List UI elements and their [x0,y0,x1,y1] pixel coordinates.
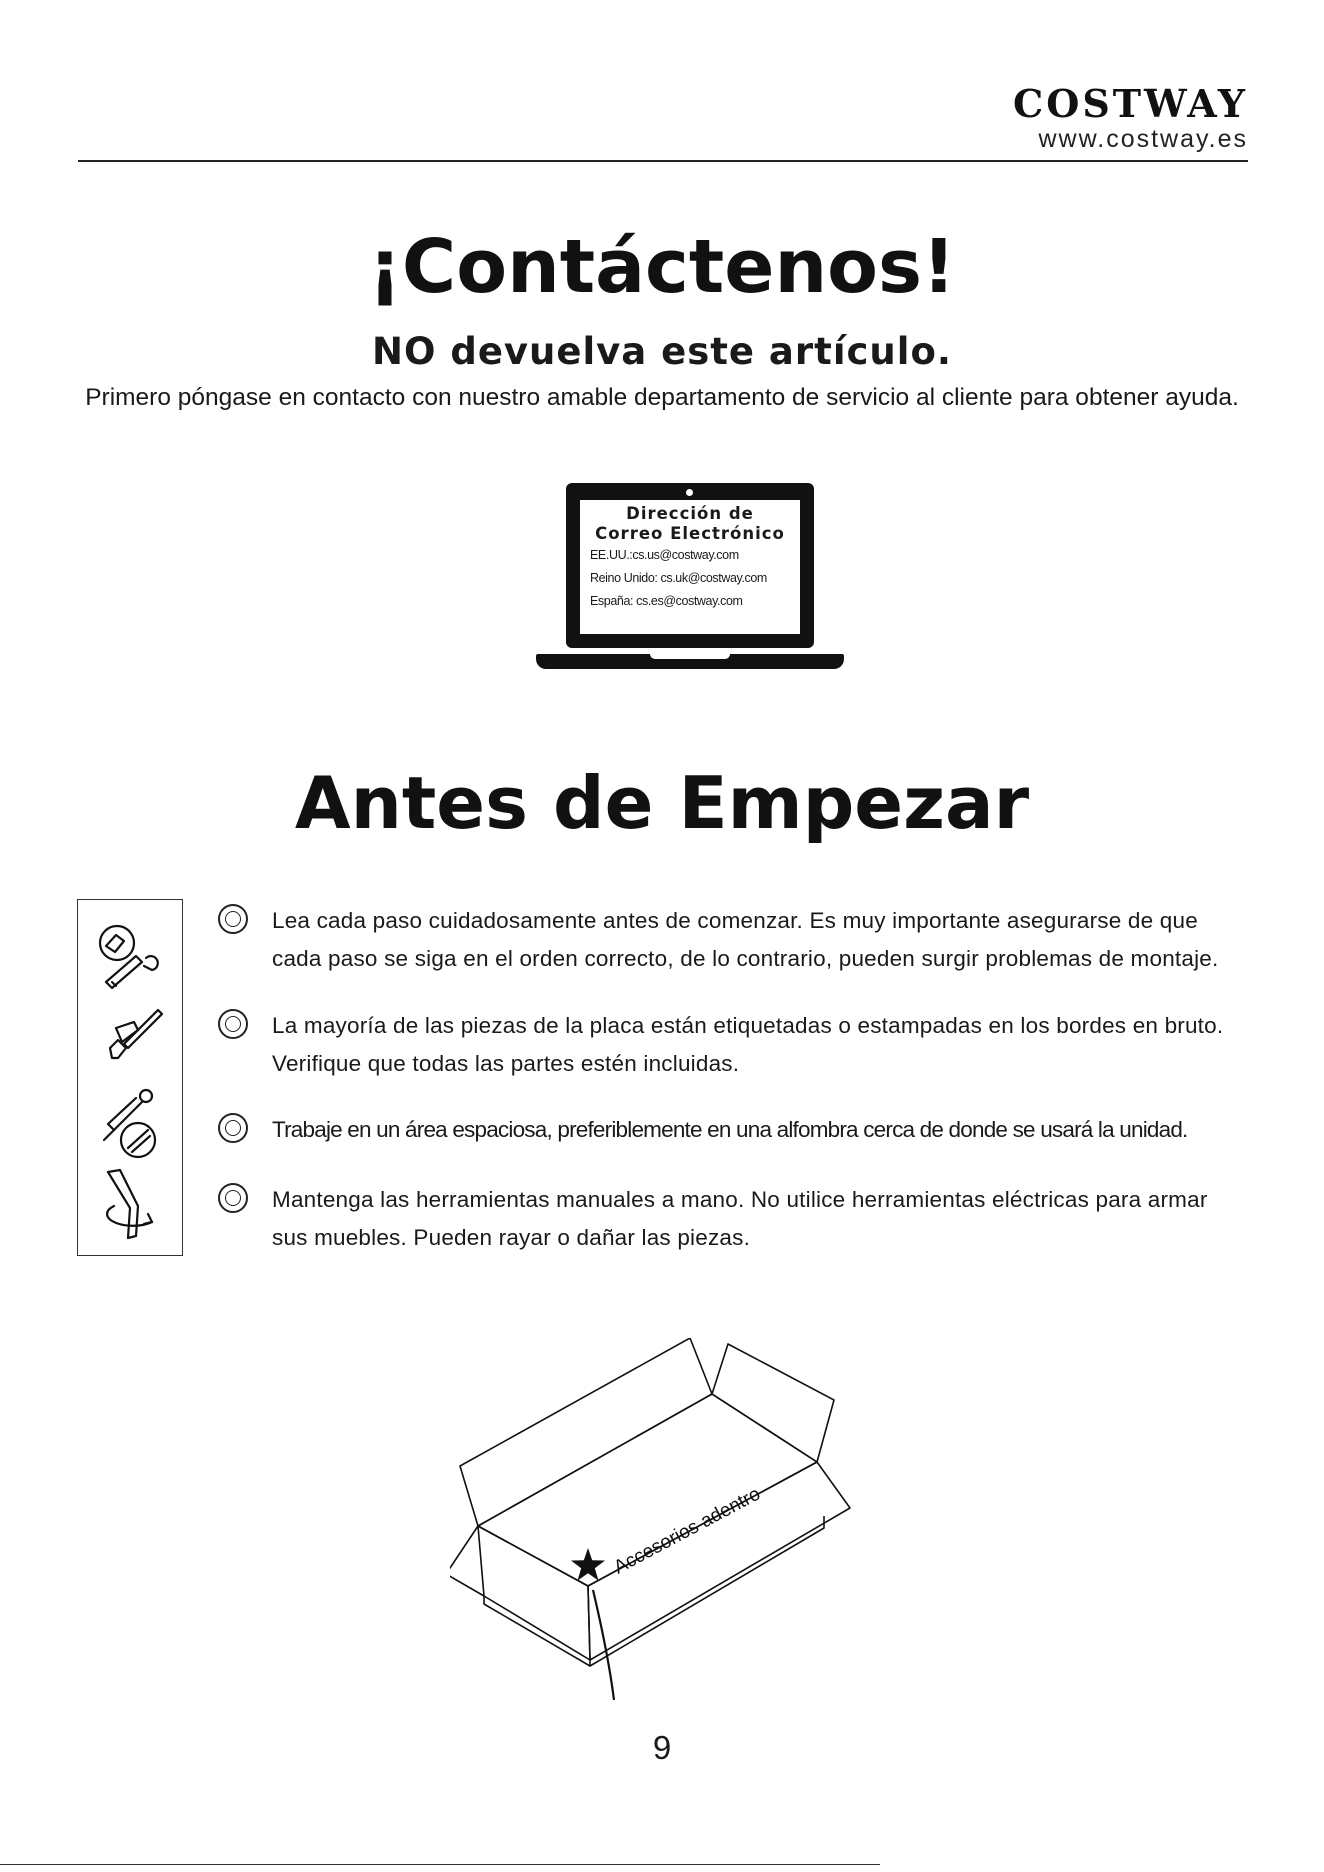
tools-panel [77,899,183,1256]
page-number: 9 [652,1729,672,1766]
brand-block [1012,81,1248,154]
star-icon [571,1548,605,1581]
instruction-line: Trabaje en un área espaciosa, preferiblemente en una alfombra cerca de donde se usará la unidad. [272,1117,1188,1142]
before-title: Antes de Empezar [294,761,1030,845]
email-heading [580,504,800,544]
instruction-line: La mayoría de las piezas de la placa están etiquetadas o estampadas en los bordes en bruto. [272,1013,1224,1038]
instruction-text [272,1007,1282,1083]
brand-logo: COSTWAY [1012,81,1248,126]
footer-divider [0,1864,880,1865]
hammer-icon [90,1002,172,1084]
contact-title: ¡Contáctenos! [368,224,956,310]
hex-key-icon [90,1166,172,1248]
laptop-camera [686,489,693,496]
email-heading-line2: Correo Electrónico [595,524,785,543]
instruction-line: sus muebles. Pueden rayar o dañar las piezas. [272,1225,751,1250]
instruction-line: Mantenga las herramientas manuales a mano. No utilice herramientas eléctricas para armar [272,1187,1208,1212]
bullet-icon [218,1183,248,1213]
brand-url: www.costway.es [1038,125,1248,153]
contact-intro: Primero póngase en contacto con nuestro amable departamento de servicio al cliente para obtener ayuda. [85,384,1239,411]
screwdriver-icon [90,1086,172,1168]
email-heading-line1: Dirección de [626,504,754,523]
instruction-text [272,1181,1282,1257]
instruction-line: Lea cada paso cuidadosamente antes de comenzar. Es muy importante asegurarse de que [272,908,1198,933]
email-us: EE.UU.:cs.us@costway.com [590,548,739,562]
instruction-line: Verifique que todas las partes estén incluidas. [272,1051,740,1076]
open-box-illustration [450,1338,860,1708]
bullet-icon [218,1113,248,1143]
laptop-base [536,654,844,669]
laptop-screen [566,483,814,648]
allen-wrench-screwdriver-icon [90,916,172,998]
box-label: Accesorios adentro [610,1483,764,1579]
email-uk: Reino Unido: cs.uk@costway.com [590,571,767,585]
bullet-icon [218,1009,248,1039]
contact-subtitle: NO devuelva este artículo. [372,330,952,373]
header-divider [78,160,1248,162]
instruction-text [272,1111,1282,1149]
laptop-illustration [536,483,844,675]
laptop-notch [650,654,730,659]
instruction-line: cada paso se siga en el orden correcto, de lo contrario, pueden surgir problemas de montaje. [272,946,1219,971]
email-es: España: cs.es@costway.com [590,594,743,608]
instruction-text [272,902,1282,978]
bullet-icon [218,904,248,934]
laptop-display [580,500,800,634]
